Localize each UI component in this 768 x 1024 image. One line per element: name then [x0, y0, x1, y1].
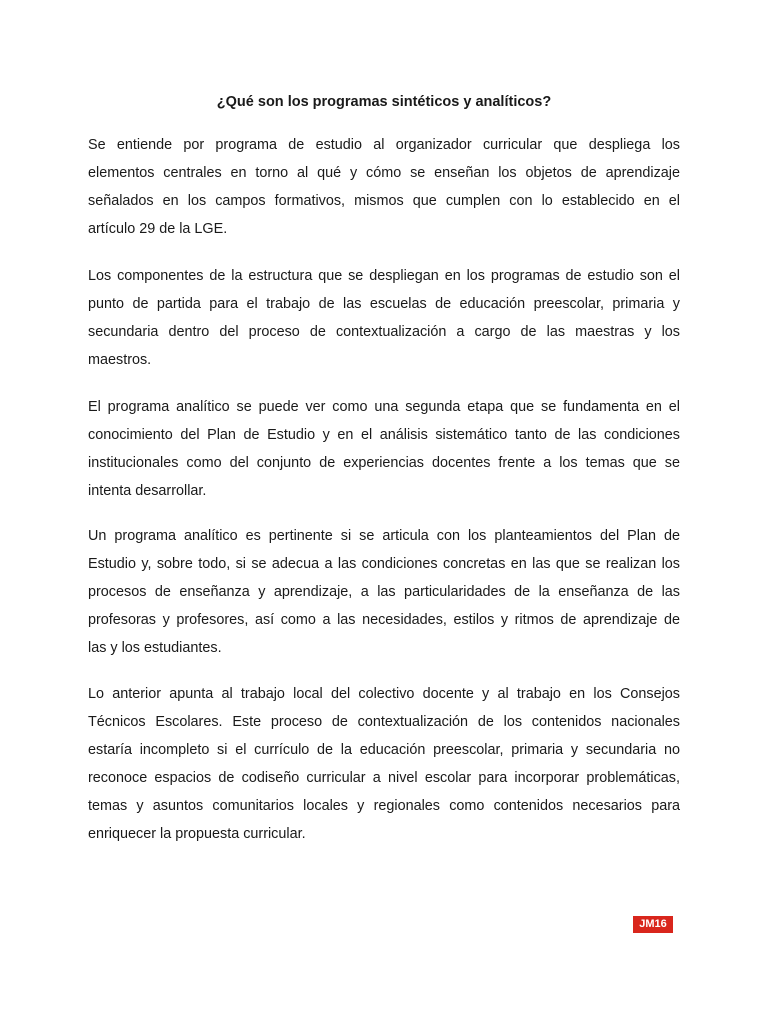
- paragraph-1-line-2: elementos centrales en torno al qué y cómo se enseñan los objetos de aprendizaje: [88, 165, 680, 181]
- paragraph-1-line-3: señalados en los campos formativos, mismos que cumplen con lo establecido en el: [88, 193, 680, 209]
- paragraph-5-line-6: enriquecer la propuesta curricular.: [88, 826, 306, 842]
- paragraph-2: [88, 262, 680, 374]
- paragraph-4: [88, 522, 680, 662]
- paragraph-3: [88, 393, 680, 505]
- paragraph-1-line-4: artículo 29 de la LGE.: [88, 221, 228, 237]
- paragraph-5-line-4: reconoce espacios de codiseño curricular a nivel escolar para incorporar problemáticas,: [88, 770, 680, 786]
- paragraph-2-line-1: Los componentes de la estructura que se despliegan en los programas de estudio son el: [88, 268, 680, 284]
- paragraph-5-line-2: Técnicos Escolares. Este proceso de contextualización de los contenidos nacionales: [88, 714, 680, 730]
- paragraph-4-line-1: Un programa analítico es pertinente si se articula con los planteamientos del Plan de: [88, 528, 680, 544]
- paragraph-4-line-3: procesos de enseñanza y aprendizaje, a las particularidades de la enseñanza de las: [88, 584, 680, 600]
- paragraph-3-line-4: intenta desarrollar.: [88, 483, 207, 499]
- paragraph-5-line-3: estaría incompleto si el currículo de la educación preescolar, primaria y secundaria no: [88, 742, 680, 758]
- paragraph-2-line-4: maestros.: [88, 352, 152, 368]
- paragraph-3-line-2: conocimiento del Plan de Estudio y en el análisis sistemático tanto de las condiciones: [88, 427, 680, 443]
- author-stamp-badge: JM16: [633, 916, 673, 933]
- paragraph-2-line-2: punto de partida para el trabajo de las escuelas de educación preescolar, primaria y: [88, 296, 680, 312]
- paragraph-2-line-3: secundaria dentro del proceso de contextualización a cargo de las maestras y los: [88, 324, 680, 340]
- paragraph-1: [88, 131, 680, 243]
- paragraph-5: [88, 680, 680, 848]
- paragraph-5-line-5: temas y asuntos comunitarios locales y regionales como contenidos necesarios para: [88, 798, 680, 814]
- paragraph-3-line-1: El programa analítico se puede ver como una segunda etapa que se fundamenta en el: [88, 399, 680, 415]
- paragraph-3-line-3: institucionales como del conjunto de experiencias docentes frente a los temas que se: [88, 455, 680, 471]
- paragraph-4-line-2: Estudio y, sobre todo, si se adecua a las condiciones concretas en las que se realizan los: [88, 556, 680, 572]
- paragraph-4-line-4: profesoras y profesores, así como a las necesidades, estilos y ritmos de aprendizaje de: [88, 612, 680, 628]
- paragraph-4-line-5: las y los estudiantes.: [88, 640, 222, 656]
- paragraph-5-line-1: Lo anterior apunta al trabajo local del colectivo docente y al trabajo en los Consejos: [88, 686, 680, 702]
- document-title: ¿Qué son los programas sintéticos y analíticos?: [216, 94, 552, 110]
- paragraph-1-line-1: Se entiende por programa de estudio al organizador curricular que despliega los: [88, 137, 680, 153]
